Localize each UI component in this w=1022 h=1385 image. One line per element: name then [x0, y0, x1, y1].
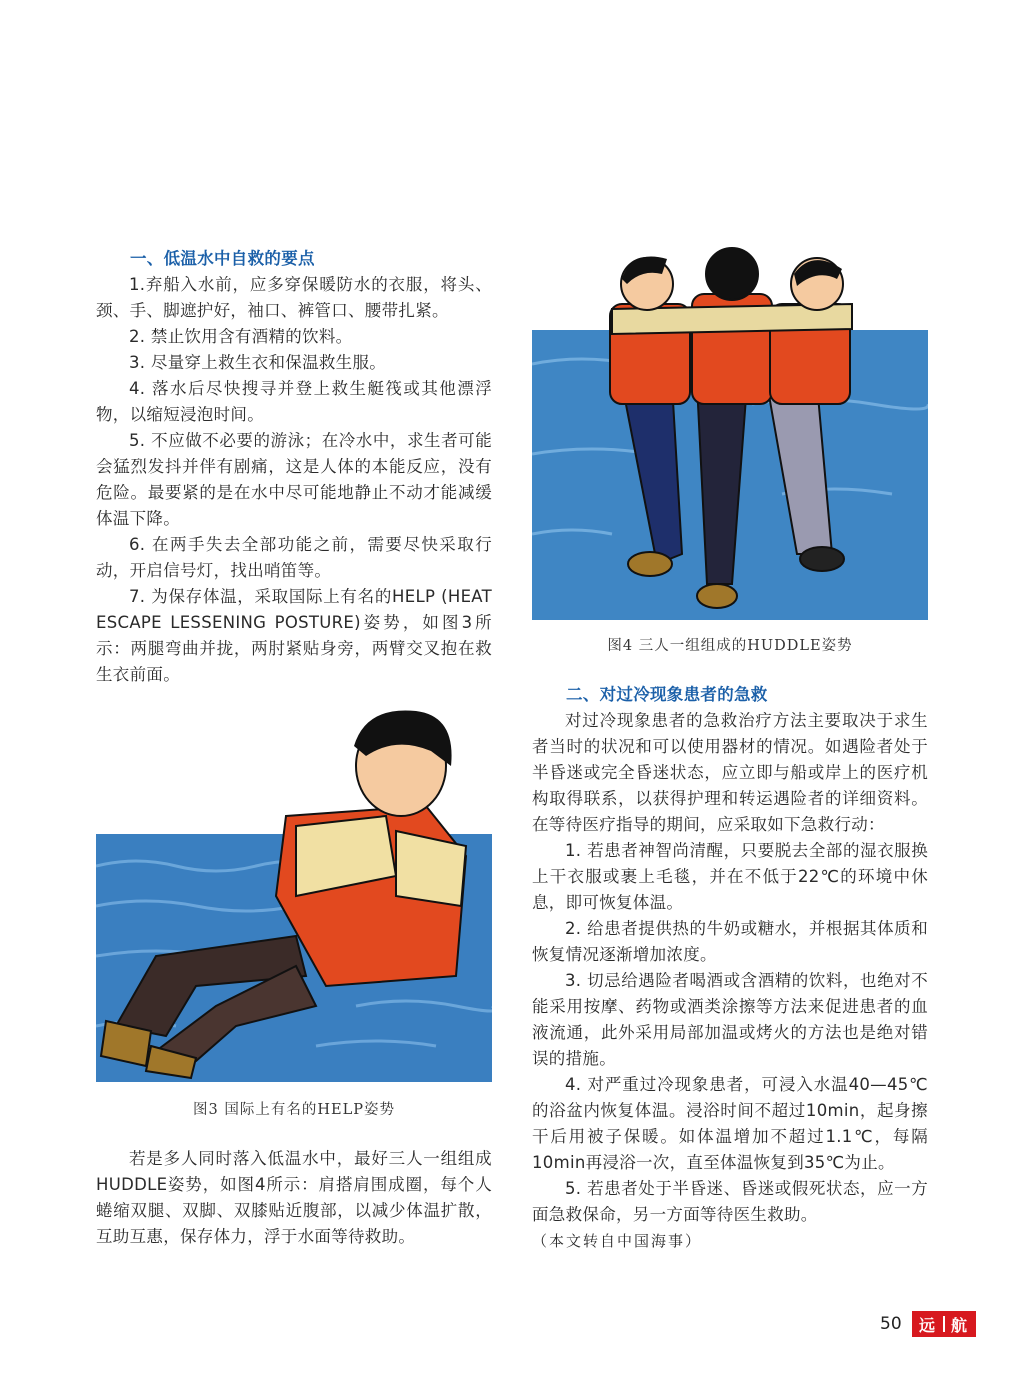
- logo-char-1: 远: [918, 1315, 937, 1335]
- help-posture-illustration: [96, 706, 492, 1082]
- paragraph: 2. 给患者提供热的牛奶或糖水，并根据其体质和恢复情况逐渐增加浓度。: [532, 919, 928, 964]
- paragraph: 7. 为保存体温，采取国际上有名的HELP (HEAT ESCAPE LESSENING POSTURE)姿势，如图3所示：两腿弯曲并拢，两肘紧贴身旁，两臂交叉抱在救生衣前面。: [96, 587, 492, 684]
- logo-char-2: 航: [951, 1315, 970, 1335]
- logo-divider: [943, 1316, 945, 1332]
- paragraph: 对过冷现象患者的急救治疗方法主要取决于求生者当时的状况和可以使用器材的情况。如遇险者处于半昏迷或完全昏迷状态，应立即与船或岸上的医疗机构取得联系，以获得护理和转运遇险者的详细资料。在等待医疗指导的期间，应采取如下急救行动：: [532, 711, 928, 834]
- section-heading-2: 二、对过冷现象患者的急救: [566, 685, 768, 704]
- paragraph: 1. 若患者神智尚清醒，只要脱去全部的湿衣服换上干衣服或裹上毛毯，并在不低于22℃的环境中休息，即可恢复体温。: [532, 841, 928, 912]
- paragraph: 3. 切忌给遇险者喝酒或含酒精的饮料，也绝对不能采用按摩、药物或酒类涂擦等方法来促进患者的血液流通，此外采用局部加温或烤火的方法也是绝对错误的措施。: [532, 971, 928, 1068]
- left-column: [96, 246, 492, 688]
- left-column-bottom: [96, 1146, 492, 1250]
- paragraph: 3. 尽量穿上救生衣和保温救生服。: [129, 353, 387, 372]
- paragraph: 4. 对严重过冷现象患者，可浸入水温40—45℃的浴盆内恢复体温。浸浴时间不超过10min，起身擦干后用被子保暖。如体温增加不超过1.1℃，每隔10min再浸浴一次，直至体温恢复到35℃为止。: [532, 1075, 928, 1172]
- paragraph: 5. 不应做不必要的游泳；在冷水中，求生者可能会猛烈发抖并伴有剧痛，这是人体的本能反应，没有危险。最要紧的是在水中尽可能地静止不动才能减缓体温下降。: [96, 431, 492, 528]
- paragraph: 若是多人同时落入低温水中，最好三人一组组成HUDDLE姿势，如图4所示：肩搭肩围成圈，每个人蜷缩双腿、双脚、双膝贴近腹部，以减少体温扩散，互助互惠，保存体力，浮于水面等待救助。: [96, 1149, 492, 1246]
- source-note: （本文转自中国海事）: [532, 1232, 703, 1250]
- figure-4-huddle-posture: [532, 234, 928, 620]
- figure-3-help-posture: [96, 706, 492, 1082]
- paragraph: 5. 若患者处于半昏迷、昏迷或假死状态，应一方面急救保命，另一方面等待医生救助。: [532, 1179, 928, 1224]
- page-number: 50: [880, 1314, 902, 1334]
- magazine-logo: [912, 1311, 976, 1337]
- paragraph: 2. 禁止饮用含有酒精的饮料。: [129, 327, 353, 346]
- paragraph: 1.弃船入水前，应多穿保暖防水的衣服，将头、颈、手、脚遮护好，袖口、裤管口、腰带扎紧。: [96, 275, 492, 320]
- paragraph: 4. 落水后尽快搜寻并登上救生艇筏或其他漂浮物，以缩短浸泡时间。: [96, 379, 492, 424]
- right-column: [532, 682, 928, 1254]
- figure-3-caption: 图3 国际上有名的HELP姿势: [193, 1102, 395, 1118]
- paragraph: 6. 在两手失去全部功能之前，需要尽快采取行动，开启信号灯，找出哨笛等。: [96, 535, 492, 580]
- huddle-posture-illustration: [532, 234, 928, 620]
- section-heading-1: 一、低温水中自救的要点: [130, 249, 315, 268]
- figure-4-caption: 图4 三人一组组成的HUDDLE姿势: [607, 638, 853, 654]
